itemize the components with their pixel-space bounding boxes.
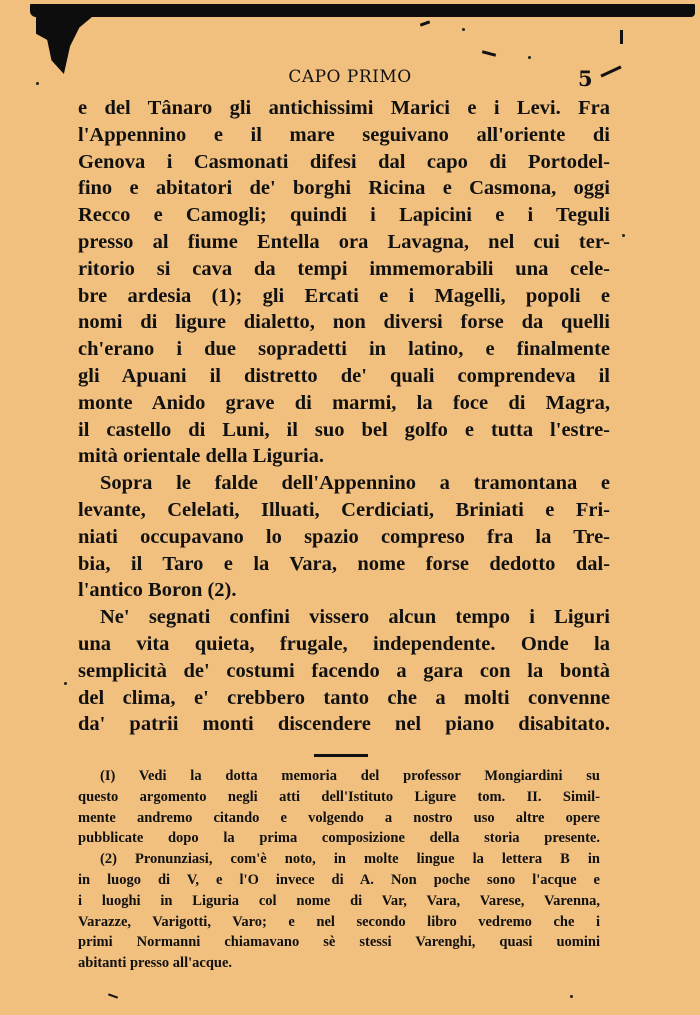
- footnote-line: in luogo di V, e l'O invece di A. Non poche sono l'acque e: [78, 871, 600, 888]
- footnote-line: primi Normanni chiamavano sè stessi Varenghi, quasi uomini: [78, 934, 600, 951]
- footnotes: [78, 766, 600, 974]
- running-head: [0, 66, 700, 96]
- text-line: levante, Celelati, Illuati, Cerdiciati, Briniati e Fri-: [78, 498, 610, 521]
- footnote-line: (2) Pronunziasi, com'è noto, in molte lingue la lettera B in: [100, 851, 600, 868]
- scan-speck: [528, 56, 531, 59]
- text-line: mità orientale della Liguria.: [78, 445, 324, 468]
- footnote-line: questo argomento negli atti dell'Istituto Ligure tom. II. Simil-: [78, 788, 600, 805]
- text-line: da' patrii monti discendere nel piano disabitato.: [78, 713, 610, 736]
- text-line: niati occupavano lo spazio compreso fra la Tre-: [78, 525, 610, 548]
- text-line: e del Tânaro gli antichissimi Marici e i Levi. Fra: [78, 97, 610, 119]
- text-line: ch'erano i due sopradetti in latino, e finalmente: [78, 338, 610, 361]
- scan-blot: [36, 12, 98, 74]
- scan-mark: [420, 20, 430, 26]
- footnote-line: i luoghi in Liguria col nome di Var, Vara, Varese, Varenna,: [78, 892, 600, 909]
- text-line: Ne' segnati confini vissero alcun tempo i Liguri: [100, 606, 610, 629]
- text-line: monte Anido grave di marmi, la foce di Magra,: [78, 391, 610, 414]
- page-number: 5: [578, 66, 593, 91]
- text-line: fino e abitatori de' borghi Ricina e Casmona, oggi: [78, 177, 610, 200]
- footnote-line: pubblicate dopo la prima composizione della storia presente.: [78, 830, 600, 847]
- footnote-divider: [314, 754, 368, 757]
- text-line: il castello di Luni, il suo bel golfo e tutta l'estre-: [78, 418, 610, 441]
- footnote-line: abitanti presso all'acque.: [78, 955, 233, 972]
- scan-border: [30, 4, 695, 17]
- scan-speck: [64, 682, 67, 685]
- text-line: ritorio si cava da tempi immemorabili una cele-: [78, 257, 610, 280]
- footnote-line: (I) Vedi la dotta memoria del professor Mongiardini su: [100, 768, 600, 784]
- scan-speck: [462, 28, 465, 31]
- text-line: Genova i Casmonati difesi dal capo di Portodel-: [78, 150, 610, 173]
- text-line: presso al fiume Entella ora Lavagna, nel cui ter-: [78, 230, 610, 253]
- footnote-line: Varazze, Varigotti, Varo; e nel secondo libro vedremo che i: [78, 913, 600, 930]
- text-line: nomi di ligure dialetto, non diversi forse da quelli: [78, 311, 610, 334]
- text-line: Recco e Camogli; quindi i Lapicini e i Teguli: [78, 204, 610, 227]
- footnote-line: mente andremo citando e volgendo a nostro uso altre opere: [78, 809, 600, 826]
- text-line: l'antico Boron (2).: [78, 579, 237, 602]
- text-line: bia, il Taro e la Vara, nome forse dedotto dal-: [78, 552, 610, 575]
- scan-mark: [108, 993, 118, 998]
- running-title: CAPO PRIMO: [288, 67, 412, 87]
- text-line: una vita quieta, frugale, independente. Onde la: [78, 632, 610, 655]
- scan-speck: [622, 234, 625, 237]
- scan-mark: [620, 30, 623, 44]
- text-line: l'Appennino e il mare seguivano all'oriente di: [78, 123, 610, 146]
- scan-mark: [482, 50, 496, 57]
- text-line: Sopra le falde dell'Appennino a tramontana e: [100, 472, 610, 495]
- text-line: gli Apuani il distretto de' quali comprendeva il: [78, 364, 610, 387]
- text-line: bre ardesia (1); gli Ercati e i Magelli, popoli e: [78, 284, 610, 307]
- text-line: semplicità de' costumi facendo a gara con la bontà: [78, 659, 610, 682]
- scan-speck: [570, 995, 573, 998]
- text-line: del clima, e' crebbero tanto che a molti convenne: [78, 686, 610, 709]
- body-text: [78, 95, 610, 738]
